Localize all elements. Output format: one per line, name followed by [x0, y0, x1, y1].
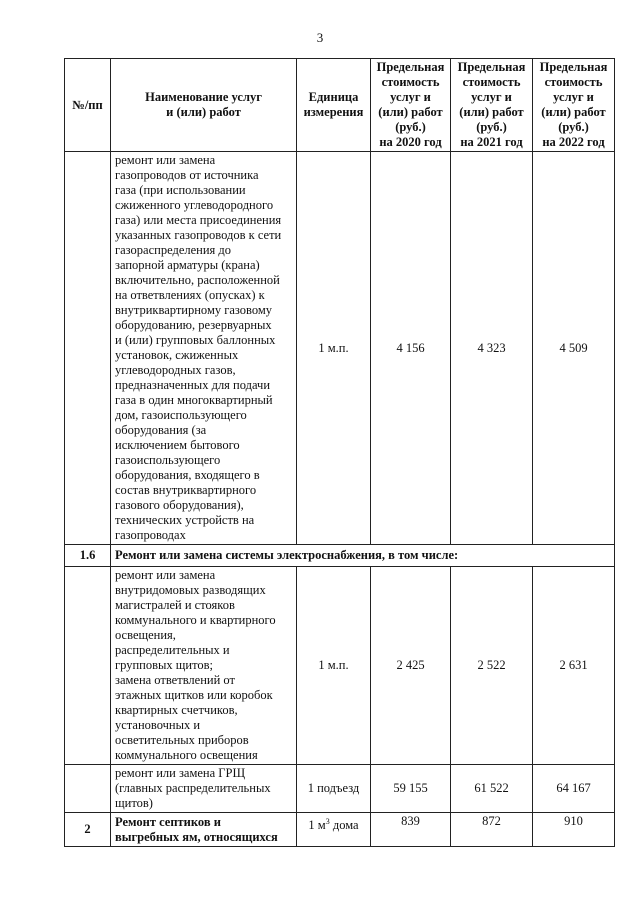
- text-line: на ответвлениях (опусках) к: [115, 288, 265, 302]
- gas-price-2021: 4 323: [451, 152, 533, 545]
- text-line: углеводородных газов,: [115, 363, 236, 377]
- text-line: стоимость: [462, 75, 521, 89]
- text-line: внутриквартирному газовому: [115, 303, 273, 317]
- gas-price-2020: 4 156: [371, 152, 451, 545]
- text-line: предназначенных для подачи: [115, 378, 271, 392]
- text-line: газоиспользующего: [115, 453, 221, 467]
- grsch-unit: 1 подъезд: [297, 765, 371, 813]
- text-line: Предельная: [376, 60, 445, 74]
- table-row: [65, 765, 615, 813]
- text-line: (или) работ: [378, 105, 443, 119]
- text-line: этажных щитков или коробок: [115, 688, 273, 702]
- grsch-desc: [111, 765, 297, 813]
- text-line: состав внутриквартирного: [115, 483, 257, 497]
- row-num-empty: [65, 567, 111, 765]
- text-line: стоимость: [544, 75, 603, 89]
- section-title: Ремонт или замена системы электроснабжения, в том числе:: [111, 545, 615, 567]
- text-line: выгребных ям, относящихся: [115, 829, 278, 844]
- text-line: исключением бытового: [115, 438, 240, 452]
- text-line: замена ответвлений от: [115, 673, 235, 687]
- text-line: распределительных и: [115, 643, 230, 657]
- services-table: [64, 58, 615, 847]
- wiring-desc: [111, 567, 297, 765]
- text-line: технических устройств на: [115, 513, 255, 527]
- text-line: указанных газопроводов к сети: [115, 228, 282, 242]
- gas-pipeline-desc: [111, 152, 297, 545]
- text-line: (руб.): [476, 120, 507, 134]
- septic-unit: 1 $м^3$ дома: [297, 813, 371, 847]
- section-row: [65, 545, 615, 567]
- header-unit: Единица измерения: [297, 59, 371, 152]
- text-line: освещения,: [115, 628, 176, 642]
- wiring-unit: 1 м.п.: [297, 567, 371, 765]
- text-line: (или) работ: [541, 105, 606, 119]
- text-line: на 2022 год: [542, 135, 605, 149]
- table-row: [65, 813, 615, 847]
- table-row: [65, 152, 615, 545]
- text-line: на 2021 год: [460, 135, 523, 149]
- wiring-price-2022: 2 631: [533, 567, 615, 765]
- grsch-price-2020: 59 155: [371, 765, 451, 813]
- septic-price-2022: 910: [533, 813, 615, 847]
- page-number: 3: [316, 30, 324, 45]
- text-line: коммунального освещения: [115, 748, 258, 762]
- text-line: внутридомовых разводящих: [115, 583, 266, 597]
- wiring-price-2020: 2 425: [371, 567, 451, 765]
- text-line: газопроводов от источника: [115, 168, 259, 182]
- septic-price-2021: 872: [451, 813, 533, 847]
- text-line: оборудования (за: [115, 423, 207, 437]
- grsch-price-2021: 61 522: [451, 765, 533, 813]
- text-line: групповых щитов;: [115, 658, 214, 672]
- text-line: оборудования, входящего в: [115, 468, 260, 482]
- text-line: коммунального и квартирного: [115, 613, 276, 627]
- text-line: щитов): [115, 796, 153, 810]
- header-num: №/пп: [65, 59, 111, 152]
- text-line: (руб.): [395, 120, 426, 134]
- text-line: газопроводах: [115, 528, 186, 542]
- text-line: Предельная: [457, 60, 526, 74]
- gas-unit: 1 м.п.: [297, 152, 371, 545]
- text-line: газа (при использовании: [115, 183, 246, 197]
- text-line: квартирных счетчиков,: [115, 703, 238, 717]
- text-line: Ремонт септиков и: [115, 814, 221, 829]
- text-line: оборудованию, резервуарных: [115, 318, 272, 332]
- text-line: сжиженного углеводородного: [115, 198, 274, 212]
- header-price-2020: [371, 59, 451, 152]
- text-line: дом, газоиспользующего: [115, 408, 247, 422]
- text-line: услуг и: [553, 90, 594, 104]
- text-line: включительно, расположенной: [115, 273, 280, 287]
- text-line: установок, сжиженных: [115, 348, 239, 362]
- table-row: [65, 567, 615, 765]
- text-line: газа) или места присоединения: [115, 213, 282, 227]
- row-num-empty: [65, 152, 111, 545]
- text-line: газораспределения до: [115, 243, 232, 257]
- text-line: газового оборудования),: [115, 498, 244, 512]
- text-line: услуг и: [471, 90, 512, 104]
- wiring-price-2021: 2 522: [451, 567, 533, 765]
- septic-price-2020: 839: [371, 813, 451, 847]
- septic-desc: [111, 813, 297, 847]
- header-row: [65, 59, 615, 152]
- text-line: Предельная: [539, 60, 608, 74]
- text-line: услуг и: [390, 90, 431, 104]
- text-line: ремонт или замена: [115, 153, 216, 167]
- text-line: установочных и: [115, 718, 201, 732]
- text-line: стоимость: [381, 75, 440, 89]
- text-line: (или) работ: [459, 105, 524, 119]
- grsch-price-2022: 64 167: [533, 765, 615, 813]
- text-line: (руб.): [558, 120, 589, 134]
- gas-price-2022: 4 509: [533, 152, 615, 545]
- text-line: газа в один многоквартирный: [115, 393, 273, 407]
- header-name: Наименование услуг и (или) работ: [111, 59, 297, 152]
- text-line: ремонт или замена: [115, 568, 216, 582]
- text-line: ремонт или замена ГРЩ: [115, 766, 246, 780]
- header-price-2022: [533, 59, 615, 152]
- header-price-2021: [451, 59, 533, 152]
- text-line: на 2020 год: [379, 135, 442, 149]
- text-line: запорной арматуры (крана): [115, 258, 260, 272]
- text-line: осветительных приборов: [115, 733, 249, 747]
- section-num: 1.6: [65, 545, 111, 567]
- row-num: 2: [65, 813, 111, 847]
- text-line: и (или) групповых баллонных: [115, 333, 276, 347]
- row-num-empty: [65, 765, 111, 813]
- text-line: (главных распределительных: [115, 781, 271, 795]
- text-line: магистралей и стояков: [115, 598, 235, 612]
